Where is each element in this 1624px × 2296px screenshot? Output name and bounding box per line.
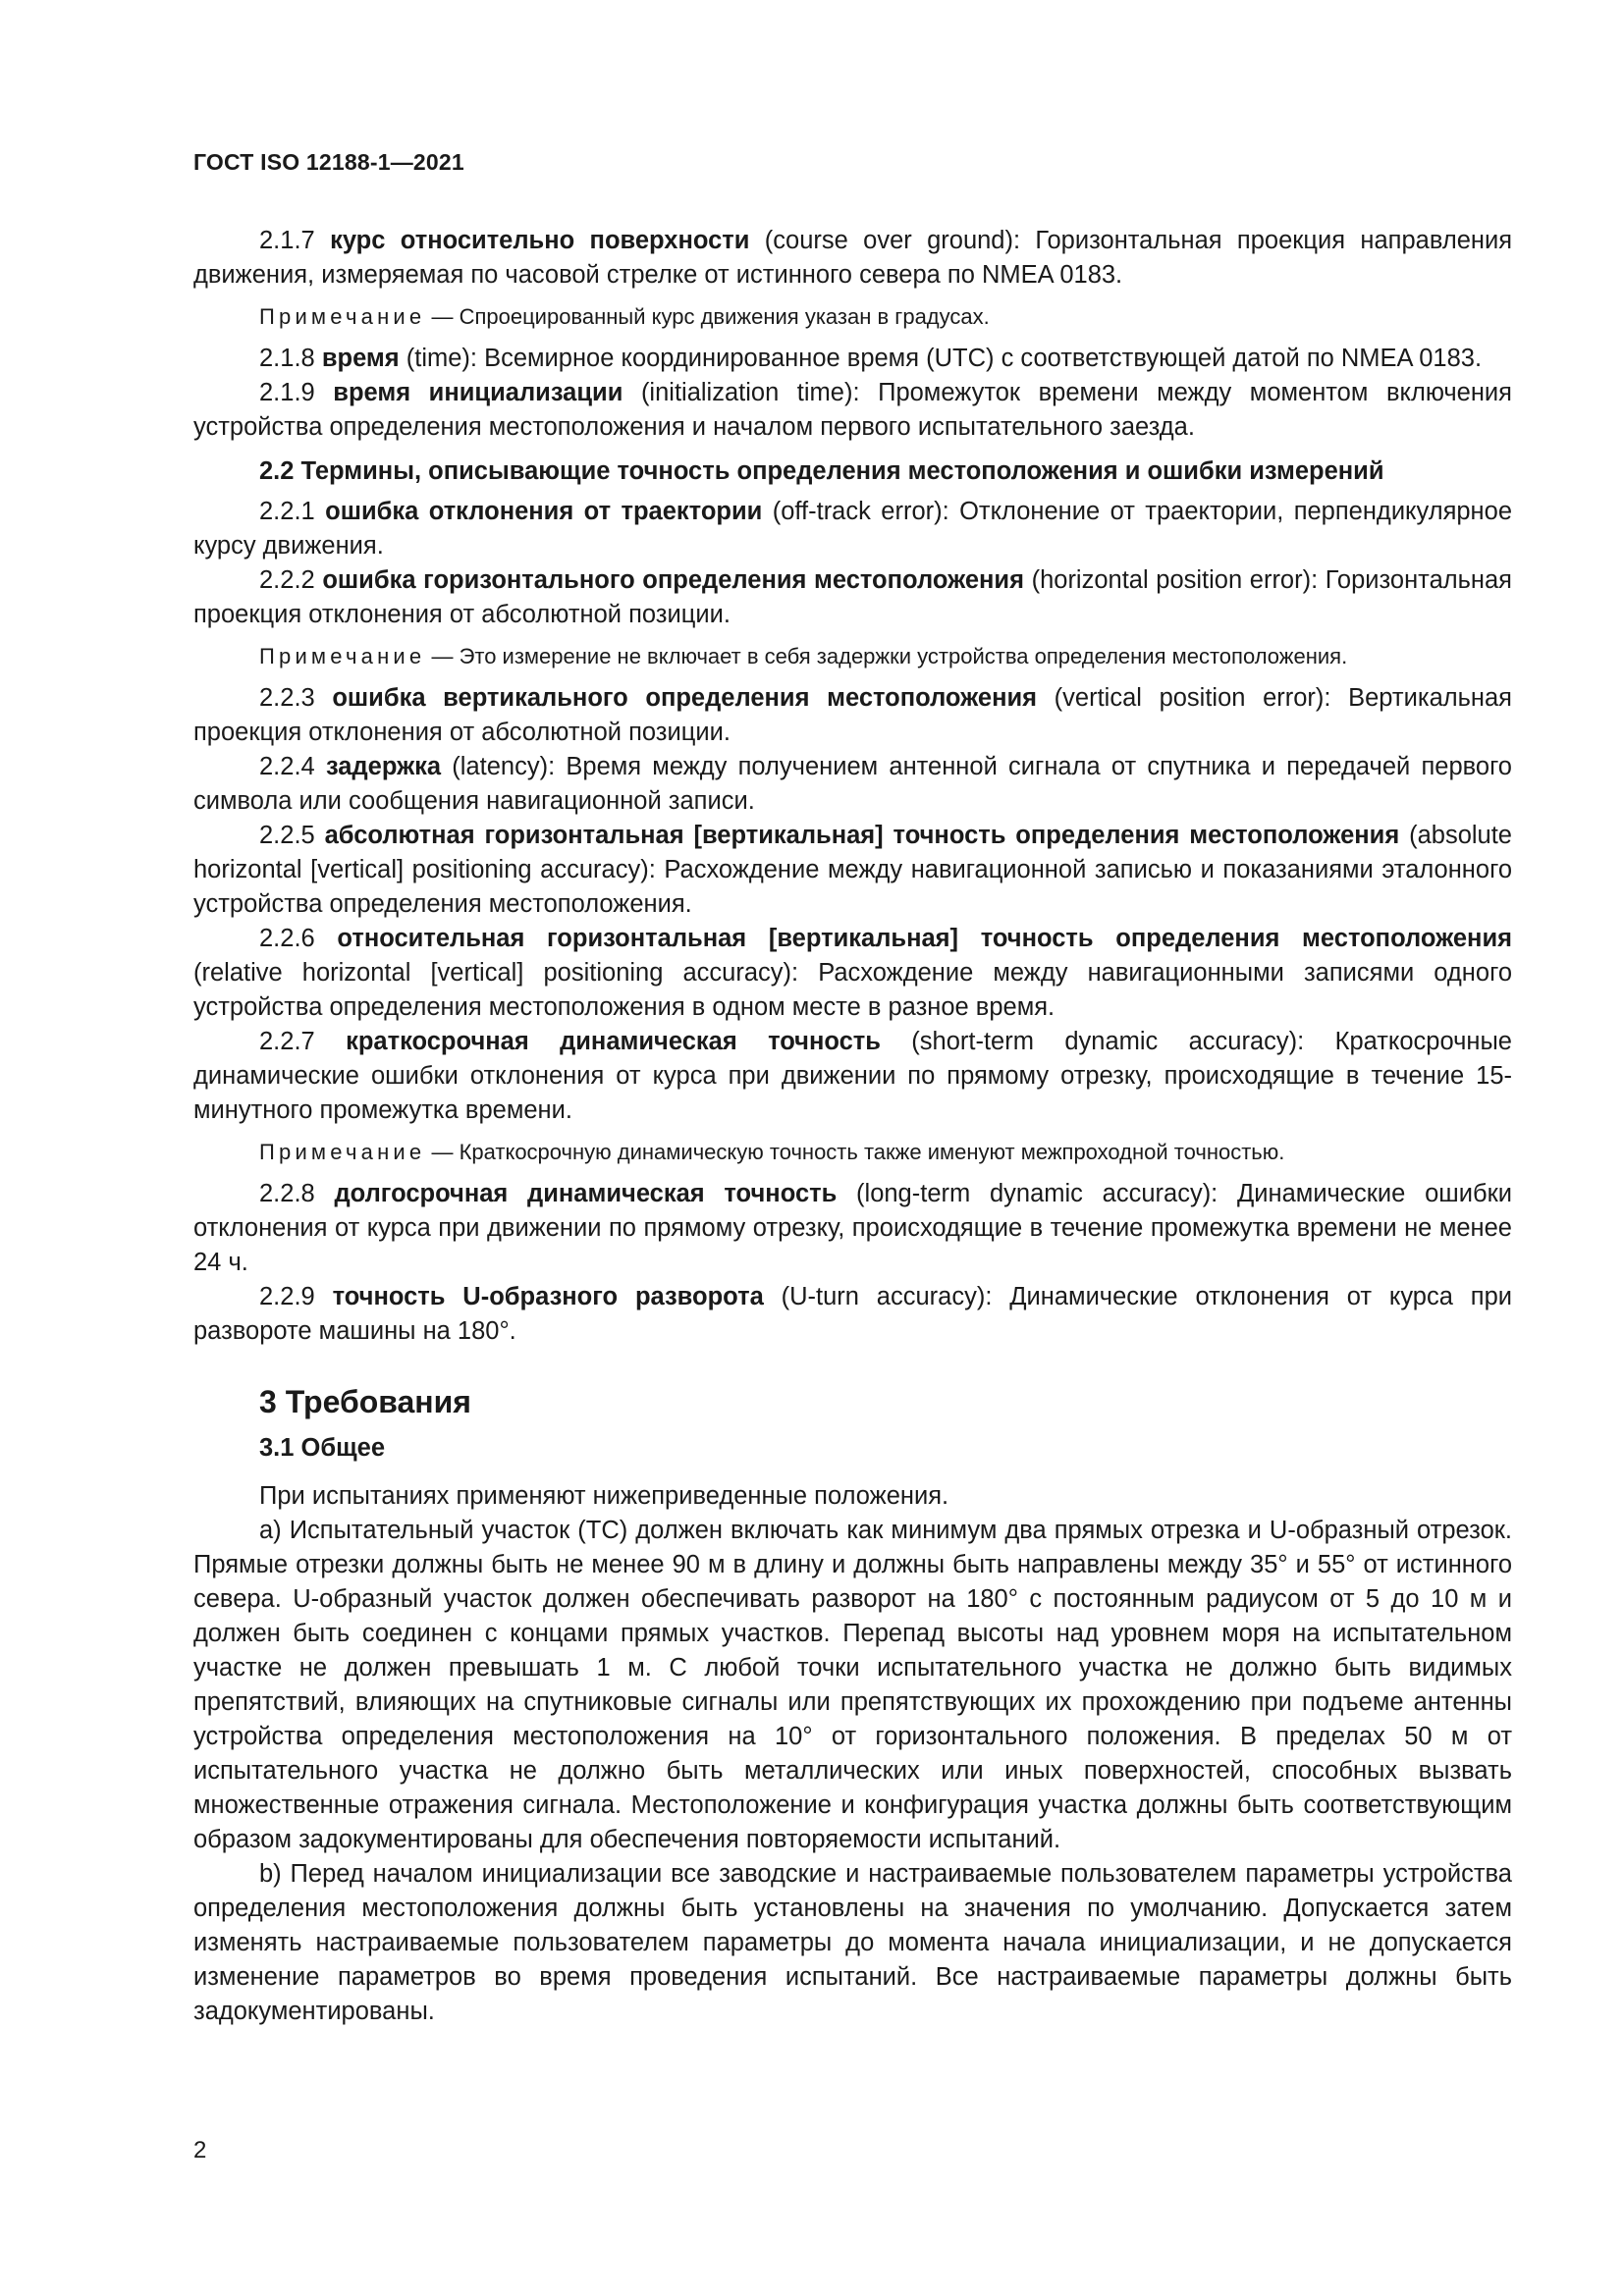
term-definition: [193, 681, 1512, 750]
note-text: — Это измерение не включает в себя задержки устройства определения местоположения.: [425, 644, 1348, 668]
term-number: 2.2.7: [259, 1028, 315, 1055]
term-name: ошибка горизонтального определения местоположения: [322, 566, 1024, 594]
note-label: Примечание: [259, 1140, 426, 1164]
note-text: — Спроецированный курс движения указан в градусах.: [425, 304, 990, 329]
term-text: (vertical position error): Вертикальная проекция отклонения от абсолютной позиции.: [193, 684, 1512, 746]
term-text: (long-term dynamic accuracy): Динамические ошибки отклонения от курса при движении по прямому отрезку, происходящие в течение промежутка времени не менее 24 ч.: [193, 1180, 1512, 1276]
requirement-item: b) Перед началом инициализации все заводские и настраиваемые пользователем параметры устройства определения местоположения должны быть установлены на значения по умолчанию. Допускается затем изменять настраиваемые пользователем параметры до момента начала инициализации, и не допускается изменение параметров во время проведения испытаний. Все настраиваемые параметры должны быть задокументированы.: [193, 1860, 1512, 2025]
term-name: абсолютная горизонтальная [вертикальная] точность определения местоположения: [324, 822, 1400, 849]
term-name: ошибка отклонения от траектории: [325, 498, 763, 525]
terms-2-2-list-end: [193, 1177, 1512, 1349]
note: [193, 642, 1512, 671]
term-definition: [193, 1280, 1512, 1349]
term-definition: [193, 1025, 1512, 1128]
terms-2-2-list-continued: [193, 681, 1512, 1128]
term-number: 2.2.4: [259, 753, 315, 780]
term-number: 2.2.6: [259, 925, 315, 952]
term-name: время инициализации: [333, 379, 623, 406]
term-number: 2.2.8: [259, 1180, 315, 1207]
term-number: 2.2.5: [259, 822, 315, 849]
document-header-code: ГОСТ ISO 12188-1—2021: [193, 149, 464, 175]
term-text: (relative horizontal [vertical] positioning accuracy): Расхождение между навигационными записями одного устройства определения местоположения в одном месте в разное время.: [193, 959, 1512, 1021]
term-number: 2.2.3: [259, 684, 315, 712]
term-name: относительная горизонтальная [вертикальная] точность определения местоположения: [337, 925, 1513, 952]
subsection-3-1-title: 3.1 Общее: [259, 1434, 385, 1462]
term-text: (off-track error): Отклонение от траектории, перпендикулярное курсу движения.: [193, 498, 1513, 560]
term-text: (horizontal position error): Горизонтальная проекция отклонения от абсолютной позиции.: [193, 566, 1512, 628]
term-name: долгосрочная динамическая точность: [334, 1180, 838, 1207]
term-name: ошибка вертикального определения местоположения: [332, 684, 1038, 712]
note: [193, 302, 1512, 332]
note-text: — Краткосрочную динамическую точность также именуют межпроходной точностью.: [425, 1140, 1285, 1164]
note-label: Примечание: [259, 304, 426, 329]
term-text: (course over ground): Горизонтальная проекция направления движения, измеряемая по часовой стрелке от истинного севера по NMEA 0183.: [193, 227, 1513, 289]
term-number: 2.1.7: [259, 227, 315, 254]
term-definition: [193, 750, 1512, 819]
section-3-intro: При испытаниях применяют нижеприведенные положения.: [259, 1482, 949, 1510]
document-body: [193, 224, 1512, 2029]
term-text: (U-turn accuracy): Динамические отклонения от курса при развороте машины на 180°.: [193, 1283, 1512, 1345]
term-definition: [193, 922, 1512, 1025]
term-definition: [193, 1177, 1512, 1280]
terms-2-1-list: [193, 224, 1512, 293]
term-name: время: [321, 345, 400, 372]
requirement-item: a) Испытательный участок (ТС) должен включать как минимум два прямых отрезка и U-образный отрезок. Прямые отрезки должны быть не менее 90 м в длину и должны быть направлены между 35° и 55° от истинного севера. U-образный участок должен обеспечивать разворот на 180° с постоянным радиусом от 5 до 10 м и должен быть соединен с концами прямых участков. Перепад высоты над уровнем моря на испытательном участке не должен превышать 1 м. С любой точки испытательного участка не должно быть видимых препятствий, влияющих на спутниковые сигналы или препятствующих их прохождению при подъеме антенны устройства определения местоположения на 10° от горизонтального положения. В пределах 50 м от испытательного участка не должно быть металлических или иных поверхностей, способных вызвать множественные отражения сигнала. Местоположение и конфигурация участка должны быть соответствующим образом задокументированы для обеспечения повторяемости испытаний.: [193, 1517, 1512, 1853]
term-definition: [193, 495, 1512, 563]
subsection-2-2-title: 2.2 Термины, описывающие точность определения местоположения и ошибки измерений: [259, 457, 1384, 485]
terms-2-2-list: [193, 495, 1512, 632]
term-text: (short-term dynamic accuracy): Краткосрочные динамические ошибки отклонения от курса при движении по прямому отрезку, происходящие в течение 15-минутного промежутка времени.: [193, 1028, 1512, 1124]
terms-2-1-list-continued: [193, 342, 1512, 445]
term-text: (initialization time): Промежуток времени между моментом включения устройства определения местоположения и началом первого испытательного заезда.: [193, 379, 1512, 441]
term-definition: [193, 819, 1512, 922]
term-name: задержка: [325, 753, 442, 780]
note: [193, 1138, 1512, 1167]
term-definition: [193, 376, 1512, 445]
term-number: 2.2.2: [259, 566, 315, 594]
term-text: (absolute horizontal [vertical] positioning accuracy): Расхождение между навигационной записью и показаниями эталонного устройства определения местоположения.: [193, 822, 1512, 918]
section-3-title: 3 Требования: [259, 1384, 471, 1419]
note-label: Примечание: [259, 644, 426, 668]
page-number: 2: [193, 2137, 207, 2163]
term-name: точность U-образного разворота: [332, 1283, 764, 1310]
term-name: курс относительно поверхности: [330, 227, 750, 254]
term-number: 2.1.8: [259, 345, 315, 372]
term-number: 2.1.9: [259, 379, 315, 406]
term-text: (time): Всемирное координированное время (UTC) с соответствующей датой по NMEA 0183.: [399, 345, 1483, 372]
term-name: краткосрочная динамическая точность: [346, 1028, 881, 1055]
term-definition: [193, 224, 1512, 293]
term-definition: [193, 563, 1512, 632]
term-number: 2.2.1: [259, 498, 315, 525]
term-text: (latency): Время между получением антенной сигнала от спутника и передачей первого символа или сообщения навигационной записи.: [193, 753, 1512, 815]
term-number: 2.2.9: [259, 1283, 315, 1310]
term-definition: [193, 342, 1512, 376]
